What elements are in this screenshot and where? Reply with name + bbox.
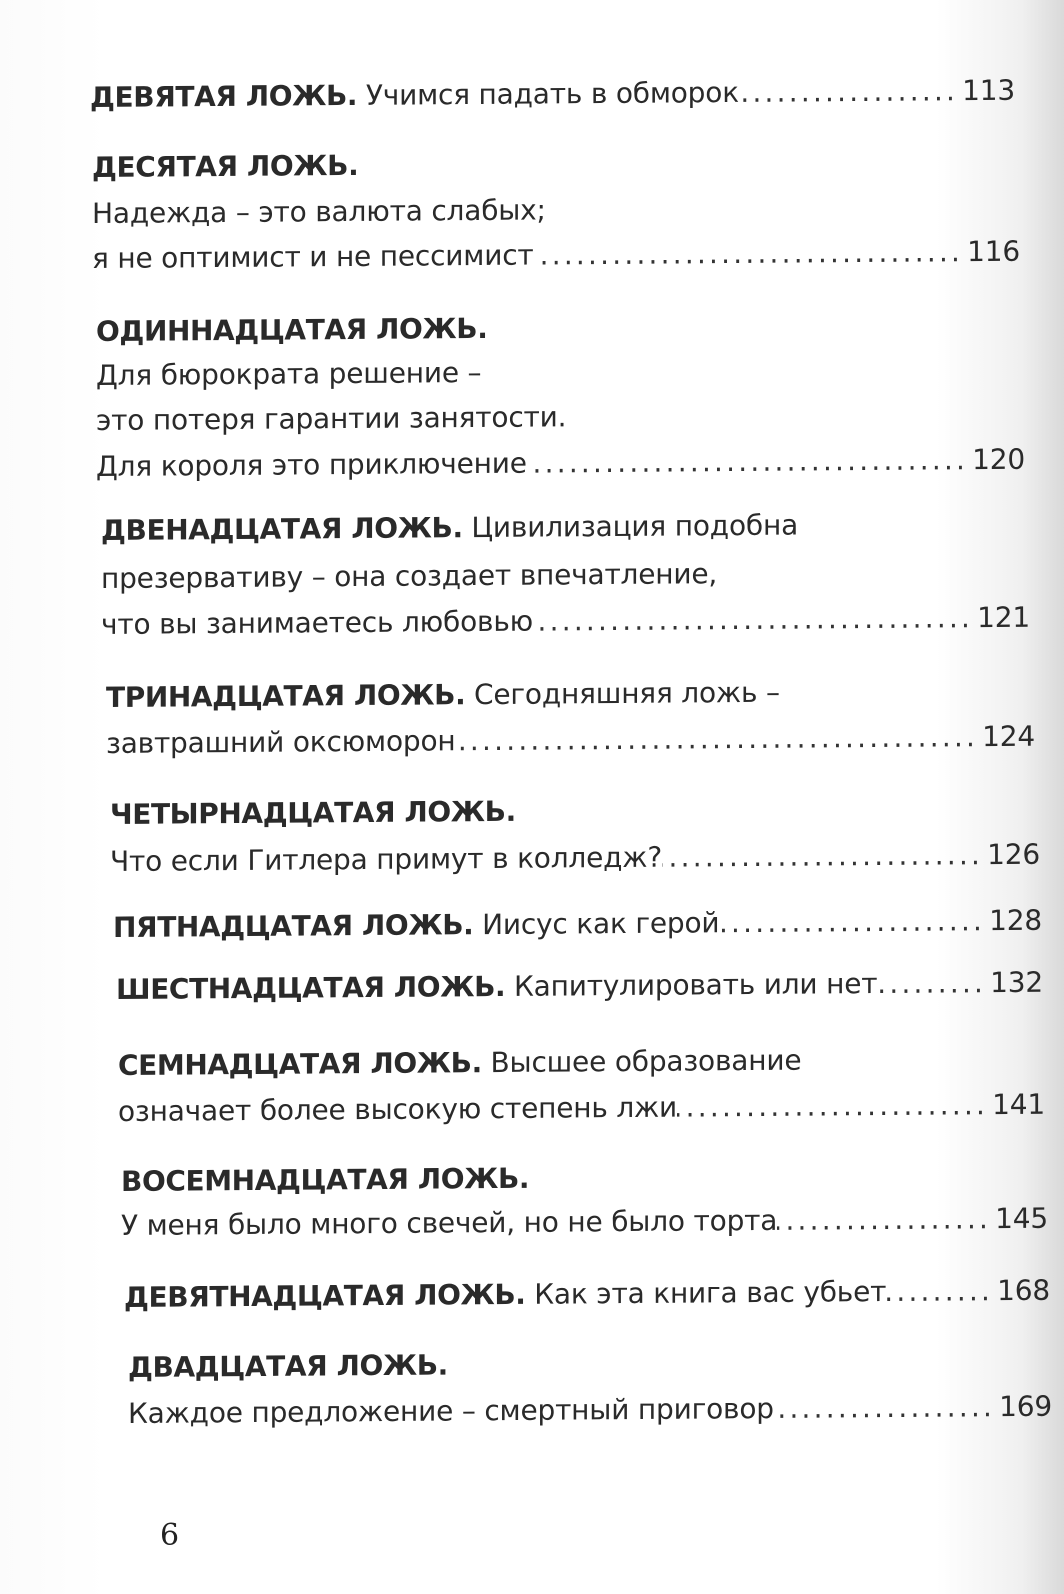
toc-entry-last-line [92,234,1020,277]
toc-entry-line [101,508,798,549]
dot-leader [677,1087,992,1125]
chapter-title-text: презервативу – она создает впечатление, [101,557,718,595]
toc-entry-text [110,840,662,880]
toc-page-number: 132 [990,965,1043,1000]
chapter-title-text: что вы занимаетесь любовью [101,604,534,641]
chapter-title-text: означает более высокую степень лжи [118,1090,678,1128]
toc-entry-line [121,1161,529,1200]
dot-leader [877,965,990,1002]
toc-entry-last-line [110,837,1040,880]
chapter-heading: ВОСЕМНАДЦАТАЯ ЛОЖЬ. [121,1161,530,1198]
toc-entry-last-line [96,442,1025,485]
chapter-heading: СЕМНАДЦАТАЯ ЛОЖЬ. [118,1046,482,1082]
toc-page-number: 113 [962,73,1015,108]
toc-page-number: 168 [997,1273,1050,1308]
toc-entry-text [101,509,798,547]
toc-entry-text [90,75,739,116]
toc-entry-text [96,446,527,485]
toc-page-number: 116 [967,234,1020,269]
chapter-heading: ОДИННАДЦАТАЯ ЛОЖЬ. [96,311,488,348]
toc-entry-text [106,723,456,762]
chapter-title-text: я не оптимист и не пессимист [92,238,534,275]
dot-leader [719,903,989,941]
toc-entry-line [106,675,780,716]
toc-entry-text [118,1044,801,1082]
chapter-title-text: Сегодняшняя ложь – [465,675,780,712]
toc-entry-last-line [101,600,1030,643]
dot-leader [534,234,968,273]
toc-entry-line [92,192,546,232]
toc-entry-line [110,794,516,833]
toc-entry-last-line [106,719,1035,762]
page-number: 6 [160,1518,180,1553]
toc-page-number: 128 [989,903,1042,938]
toc-entry-line [118,1043,801,1084]
toc-page-number: 126 [987,837,1040,872]
chapter-heading: ДВЕНАДЦАТАЯ ЛОЖЬ. [101,511,463,547]
toc-entry-text [128,1348,448,1384]
toc-entry-text [128,1391,774,1432]
chapter-title-text: Как эта книга вас убьет [525,1275,887,1311]
toc-entry-text [116,966,877,1008]
toc-entry-text [92,238,534,277]
toc-entry-text [96,356,481,392]
chapter-title-text: Цивилизация подобна [462,508,799,545]
toc-entry-text [101,604,533,643]
chapter-title-text: У меня было много свечей, но не было торта [121,1203,778,1242]
toc-entry-text [92,149,358,184]
chapter-title-text: Что если Гитлера примут в колледж? [110,840,662,878]
chapter-heading: ШЕСТНАДЦАТАЯ ЛОЖЬ. [116,969,506,1006]
toc-page-number: 141 [992,1087,1045,1122]
toc-page-number: 169 [999,1389,1052,1424]
chapter-title-text: Надежда – это валюта слабых; [92,193,546,230]
chapter-heading: ЧЕТЫРНАДЦАТАЯ ЛОЖЬ. [110,794,516,831]
toc-entry-line [96,355,481,394]
chapter-title-text: это потеря гарантии занятости. [96,400,567,437]
toc-page-number: 145 [995,1201,1048,1236]
chapter-heading: ТРИНАДЦАТАЯ ЛОЖЬ. [106,678,466,714]
toc-entry-line [128,1347,448,1386]
dot-leader [662,837,987,876]
chapter-heading: ДЕВЯТНАДЦАТАЯ ЛОЖЬ. [124,1277,526,1314]
chapter-heading: ПЯТНАДЦАТАЯ ЛОЖЬ. [113,908,474,944]
toc-entry-text [124,1274,886,1316]
dot-leader [533,600,977,639]
toc-entry-line [92,148,358,186]
toc-entry-last-line [113,903,1042,946]
toc-entry-text [96,312,488,348]
toc-entry-line [96,311,488,350]
toc-entry-text [92,193,546,230]
dot-leader [527,442,972,481]
toc-entry-text [121,1162,529,1198]
toc-page-number: 124 [982,719,1035,754]
toc-entry-last-line [90,73,1015,116]
dot-leader [456,719,983,759]
toc-entry-line [101,556,717,597]
toc-entry-last-line [128,1389,1052,1432]
toc-entry-text [121,1203,777,1244]
chapter-title-text: завтрашний оксюморон [106,724,456,760]
toc-entry-last-line [116,965,1043,1008]
toc-entry-last-line [118,1087,1045,1130]
toc-entry-last-line [121,1201,1048,1244]
toc-page-number: 120 [972,442,1025,477]
chapter-heading: ДЕВЯТАЯ ЛОЖЬ. [90,78,358,114]
chapter-title-text: Капитулировать или нет [505,967,878,1003]
toc-entry-line [96,399,566,439]
dot-leader [739,73,962,111]
toc-entry-text [106,676,780,714]
chapter-title-text: Для короля это приключение [96,446,527,483]
chapter-heading: ДЕСЯТАЯ ЛОЖЬ. [92,148,359,184]
toc-entry-text [113,905,719,946]
dot-leader [774,1389,999,1427]
chapter-title-text: Для бюрократа решение – [96,355,482,392]
chapter-title-text: Учимся падать в обморок [357,75,739,112]
toc-entry-text [101,557,717,595]
chapter-title-text: Высшее образование [481,1043,802,1080]
toc-entry-text [110,795,516,831]
toc-entry-text [118,1090,677,1130]
chapter-title-text: Каждое предложение – смертный приговор [128,1391,774,1430]
dot-leader [777,1201,995,1239]
toc-page-number: 121 [977,600,1030,635]
toc-entry-text [96,400,566,437]
dot-leader [886,1273,997,1310]
toc-entry-last-line [124,1273,1050,1316]
chapter-title-text: Иисус как герой [473,906,720,942]
chapter-heading: ДВАДЦАТАЯ ЛОЖЬ. [128,1348,448,1384]
